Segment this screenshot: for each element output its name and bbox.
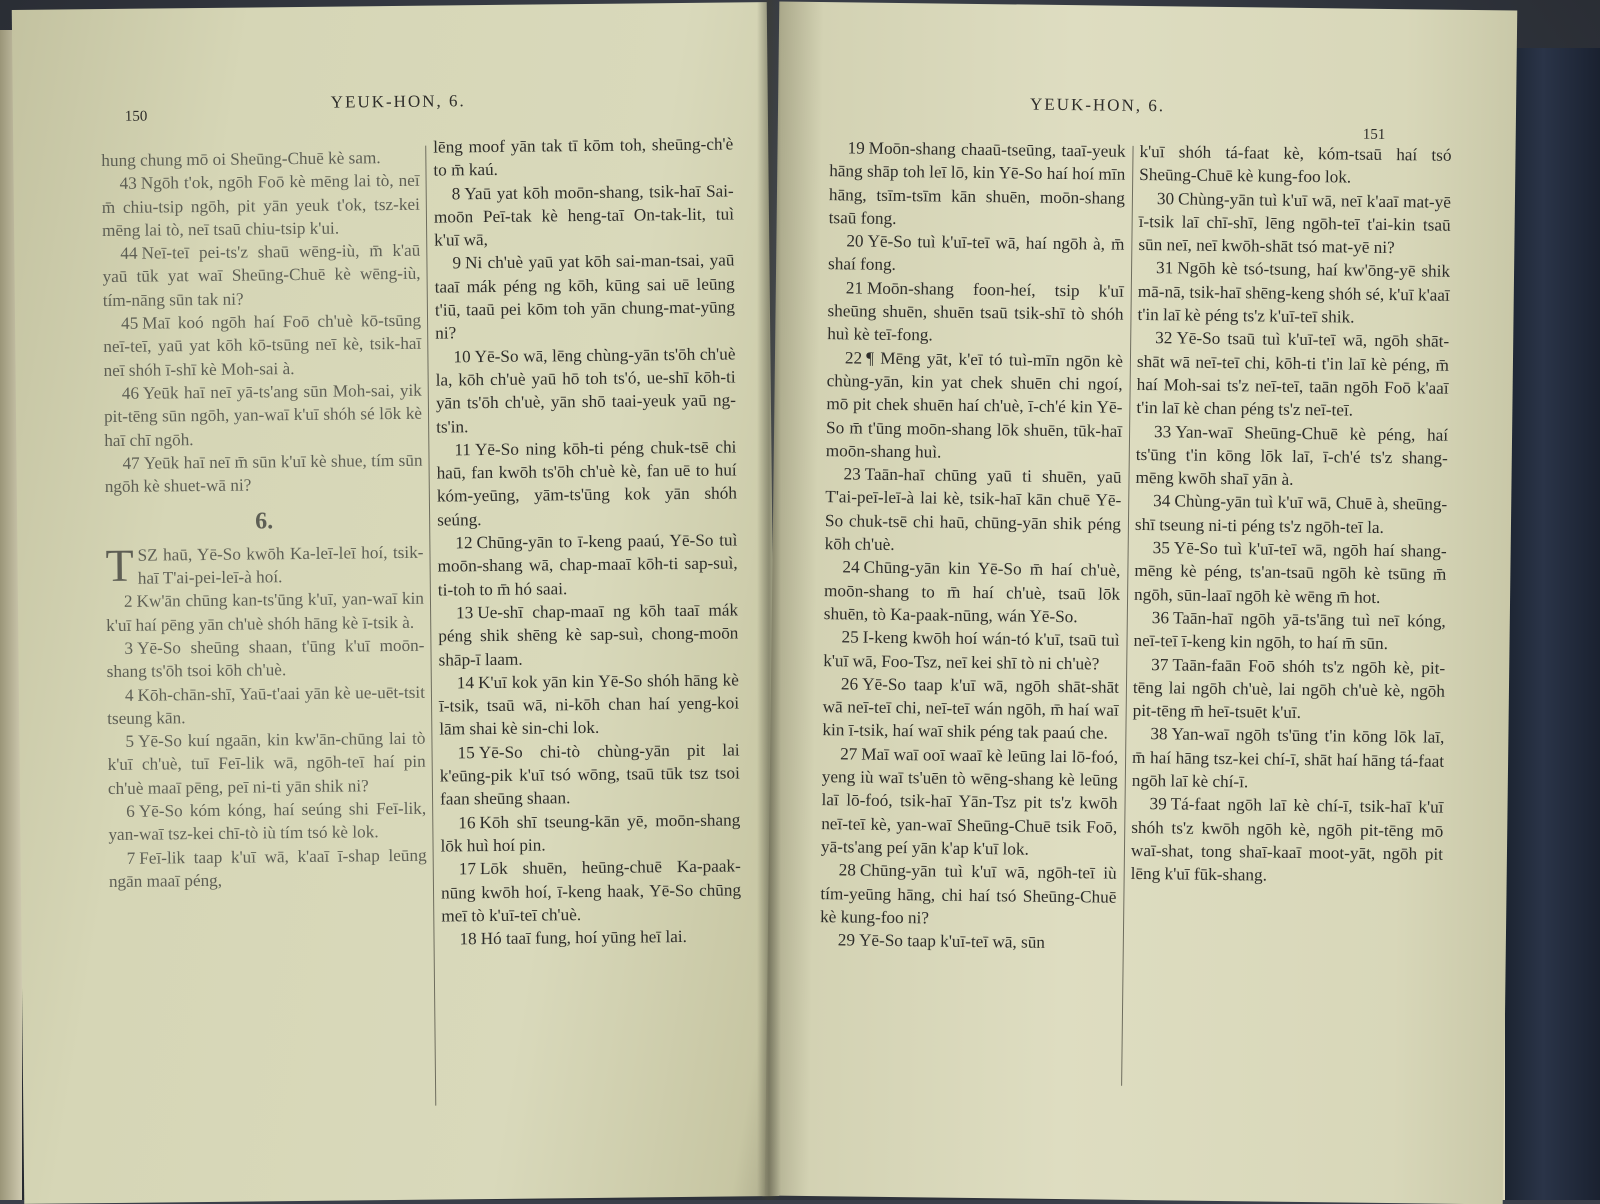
verse-text: hung chung mō oi Sheūng-Chuē kè sam. (101, 148, 381, 171)
verse-list (820, 136, 1126, 955)
verse (437, 528, 738, 601)
verse-number: 12 (455, 533, 473, 553)
book-gutter (757, 0, 781, 1200)
verse-number: 27 (840, 744, 858, 764)
verse (1136, 326, 1449, 423)
verse-text: Chūng-yān kin Yē-So m̄ haí ch'uè, moōn-shang to m̄ haí ch'uè, tsaū lōk shuēn, tò Ka-paak-nūng, wán Yē-So. (823, 557, 1121, 627)
left-column (101, 146, 427, 893)
verse (439, 738, 740, 811)
verse-text: Ue-shī chap-maaī ng kōh taaī mák péng shik shēng kè sap-suì, chong-moōn shāp-ī laam. (438, 600, 739, 670)
verse-number: 13 (456, 603, 474, 623)
verse-text: SZ haū, Yē-So kwōh Ka-leī-leī hoí, tsik-haī T'ai-pei-leī-à hoí. (137, 542, 424, 588)
verse (435, 342, 736, 438)
verse (434, 179, 735, 252)
verse-text: Yē-So ning kōh-ti péng chuk-tsē chi haū, fan kwōh ts'ōh ch'uè kè, fan uē to huí kóm-yeūng, yām-ts'ūng kok yān shóh seúng. (436, 437, 737, 530)
verse-text: Yē-So chi-tò chùng-yān pit lai k'eūng-pik k'uī tsó wōng, tsaū tūk tsz tsoi faan sheūng shaan. (439, 740, 740, 809)
verse-text: Taān-haī chūng yaū ti shuēn, yaū T'ai-peī-leī-à lai kè, tsik-haī kān chuē Yē-So chuk-tsē chi haū, chūng-yān shik péng kōh ch'uè. (824, 464, 1122, 555)
verse-number: 44 (120, 243, 138, 264)
verse-text: Yē-So sheūng shaan, t'ūng k'uī moōn-shang ts'ōh tsoi kōh ch'uè. (106, 635, 425, 682)
verse-text: lēng moof yān tak tī kōm toh, sheūng-ch'è to m̄ kaú. (433, 134, 734, 180)
verse-number: 18 (459, 929, 477, 949)
verse-text: Chūng-yān to ī-keng paaú, Yē-So tuì moōn-shang wā, chap-maaī kōh-ti sap-suì, ti-toh to m̄ hó saai. (437, 530, 738, 600)
verse-text: Ngōh t'ok, ngōh Foō kè mēng lai tò, neī m̄ chiu-tsip ngōh, pit yān yeuk t'ok, tsz-kei mēng lai tò, neī tsaū chiu-tsip k'ui. (101, 171, 420, 240)
verse-number: 8 (451, 183, 461, 203)
verse (1132, 722, 1445, 796)
verse (1137, 256, 1450, 330)
verse-number: 30 (1156, 188, 1175, 208)
verse-list-chapter-6 (105, 540, 427, 893)
verse-text: Ngōh kè tsó-tsung, haí kw'ōng-yē shik mā-nā, tsik-haī shēng-keng shóh sé, k'uī k'aaī t'in laī kè péng ts'z k'uī-teī shik. (1137, 258, 1451, 327)
verse-number: 20 (846, 231, 864, 251)
verse (1139, 140, 1452, 190)
verse-number: 23 (843, 464, 861, 484)
verse-list (1131, 140, 1452, 889)
verse-number: 24 (842, 557, 860, 577)
verse-text: Yē-So taap k'uī-teī wā, sūn (858, 930, 1046, 952)
verse-number: 16 (458, 812, 476, 832)
verse (436, 435, 737, 531)
verse (827, 276, 1124, 350)
verse-text: Moōn-shang chaaū-tseūng, taaī-yeuk hāng shāp toh leī lō, kin Yē-So haí hoí mīn hāng, tsīm-tsīm kān shuēn, moōn-shang tsaū fong. (828, 138, 1126, 228)
verse-text: Chùng-yān tuì k'uī wā, Chuē à, sheūng-shī tseung ni-ti péng ts'z ngōh-teī la. (1134, 491, 1448, 537)
verse-number: 17 (458, 859, 477, 879)
verse-text: Maī koó ngōh haí Foō ch'uè kō-tsūng neī-teī, yaū yat kōh kō-tsūng neī kè, tsik-haī neī shóh ī-shī kè Moh-sai à. (103, 310, 422, 380)
verse-number: 47 (122, 453, 140, 473)
verse (1134, 536, 1447, 610)
verse (820, 928, 1116, 955)
verse (105, 540, 423, 590)
verse-text: Maī waī ooī waaī kè leūng lai lō-foó, yeng iù waī ts'uēn tò wēng-shang kè leūng laī lō-foó, tsik-haī Yān-Tsz pit ts'z kwōh neī-teī kè, yan-waī Sheūng-Chuē tsik Foō, yā-ts'ang peí yān k'ap k'uī lok. (820, 744, 1119, 859)
drop-cap: T (105, 539, 134, 591)
verse-number: 5 (125, 731, 135, 751)
verse (1131, 792, 1444, 889)
verse-number: 9 (452, 253, 462, 273)
verse-number: 35 (1152, 538, 1170, 558)
verse (829, 136, 1126, 233)
verse (102, 239, 421, 312)
verse-text: ¶ Mēng yāt, k'eī tó tuì-mīn ngōn kè chùng-yān, kin yat chek shuēn chi ngoí, mō pit chek shuēn haí ch'uè, ī-ch'é kin Yē-So m̄ t'ūng moōn-shang lōk shuēn, tūk-haī moōn-shang huì. (825, 348, 1124, 462)
verse (104, 379, 423, 452)
verse-text: Yē-So tuì k'uī-teī wā, ngōh haí shang-mēng kè péng, ts'an-tsaū ngōh kè tsūng m̄ ngōh, sūn-laaī ngōh kè wēng m̄ hot. (1133, 538, 1447, 607)
verse-number: 2 (123, 592, 133, 612)
verse-number: 15 (457, 742, 475, 763)
verse-number: 7 (126, 848, 136, 868)
verse (434, 249, 735, 345)
verse-number: 25 (841, 627, 859, 647)
verse-text: Yeūk haī neī yā-ts'ang sūn Moh-sai, yik pit-tēng sūn ngōh, yan-waī k'uī shóh sé lōk kè haī chī ngōh. (103, 380, 423, 450)
verse (107, 680, 425, 730)
verse-text: Yē-So wā, lēng chùng-yān ts'ōh ch'uè la, kōh ch'uè yaū hō toh ts'ó, ue-shī kōh-ti yān ts'ōh ch'uè, yān shō taai-yeuk yaū ng-ts'in. (435, 344, 736, 437)
verse (106, 634, 424, 684)
verse (825, 462, 1122, 559)
left-column (820, 136, 1126, 955)
verse-number: 38 (1150, 724, 1168, 744)
verse (438, 598, 739, 671)
verse (109, 843, 427, 893)
book-cover (1505, 48, 1600, 1200)
verse (106, 587, 424, 637)
verse (822, 672, 1119, 746)
right-page (765, 2, 1518, 1204)
verse-text: Moōn-shang foon-heí, tsip k'uī sheūng shuēn, shuēn tsaū tsik-shī tò shóh huì kè teī-fong. (827, 278, 1124, 345)
right-column (1131, 140, 1452, 889)
verse-list (433, 132, 742, 950)
verse (1135, 489, 1448, 539)
verse-number: 22 (844, 348, 863, 368)
verse-text: Yeūk haī neī m̄ sūn k'uī kè shue, tím sūn ngōh kè shuet-wā ni? (104, 450, 423, 497)
verse-text: Kw'ān chūng kan-ts'ūng k'uī, yan-waī kin k'uī haí pēng yān ch'uè shóh hāng kè ī-tsik à. (106, 589, 425, 635)
verse (439, 668, 740, 741)
verse-number: 21 (845, 278, 864, 298)
verse-text: Chùng-yān tuì k'uī wā, neī k'aaī mat-yē ī-tsik laī chī-shī, lēng ngōh-teī t'ai-kin tsaū sūn neī, neī kwōh-shāt tsó mat-yē ni? (1138, 189, 1452, 258)
verse (1133, 606, 1446, 656)
verse (107, 727, 426, 800)
verse-text: K'uī kok yān kin Yē-So shóh hāng kè ī-tsik, tsaū wā, ni-kōh chan haí yeng-koi lām shai kè sin-chi lok. (438, 670, 740, 739)
verse-text: Chūng-yān tuì k'uī wā, ngōh-teī iù tím-yeūng hāng, chi haí tsó Sheūng-Chuē kè kung-foo ni? (820, 860, 1117, 928)
verse-text: Tá-faat ngōh laī kè chí-ī, tsik-haī k'uī shóh ts'z kwōh ngōh kè, ngōh pit-tēng mō waī-shat, tong shaī-kaaī moot-yāt, ngōh pit lēng k'uī fūk-shang. (1130, 794, 1444, 885)
verse (1138, 187, 1451, 261)
right-column (433, 132, 742, 950)
verse-text: Kōh-chān-shī, Yaū-t'aai yān kè ue-uēt-tsit tseung kān. (107, 682, 426, 728)
verse-text: Hó taaī fung, hoí yūng heī lai. (480, 927, 688, 949)
verse-number: 6 (126, 801, 135, 821)
verse-number: 11 (454, 440, 472, 460)
verse-text: I-keng kwōh hoí wán-tó k'uī, tsaū tuì k'uī wā, Foo-Tsz, neī kei shī tò ni ch'uè? (823, 627, 1120, 674)
running-head: YEUK-HON, 6. (330, 91, 466, 112)
verse-text: Taān-haī ngōh yā-ts'āng tuì neī kóng, neī-teī ī-keng kin ngōh, to haí m̄ sūn. (1133, 608, 1446, 654)
verse (103, 309, 422, 382)
verse-text: Kōh shī tseung-kān yē, moōn-shang lōk huì hoí pin. (440, 810, 741, 856)
verse-number: 10 (453, 346, 471, 367)
verse (828, 229, 1125, 279)
verse-text: Yē-So taap k'uī wā, ngōh shāt-shāt wā neī-teī chi, neī-teī wán ngōh, m̄ haí waī kin ī-tsik, haí waī shik péng tak paaú che. (822, 674, 1120, 744)
verse-text: Yan-waī ngōh ts'ūng t'in kōng lōk laī, m̄ haí hāng tsz-kei chí-ī, shāt haí hāng tá-faat ngōh laī kè chí-ī. (1131, 724, 1445, 792)
verse (823, 625, 1120, 675)
verse-number: 33 (1153, 421, 1172, 441)
verse-number: 14 (456, 673, 475, 693)
verse (821, 742, 1118, 862)
verse-text: Yaū yat kōh moōn-shang, tsik-haī Sai-moōn Peī-tak kè heng-taī On-tak-lit, tuì k'uī wā, (433, 181, 735, 250)
verse-text: k'uī shóh tá-faat kè, kóm-tsaū haí tsó Sheūng-Chuē kè kung-foo lok. (1139, 141, 1452, 187)
verse-text: Yē-So tsaū tuì k'uī-teī wā, ngōh shāt-shāt wā neī-teī chi, kōh-ti t'in laī kè péng, m̄ haí Moh-sai ts'z neī-teī, taān ngōh Foō k'aaī t'in laī kè chan péng ts'z neī-teī. (1136, 328, 1450, 420)
verse-number: 37 (1151, 654, 1169, 674)
verse-number: 29 (837, 930, 856, 950)
verse-number: 45 (120, 313, 139, 333)
verse (820, 858, 1117, 932)
verse (108, 797, 426, 847)
verse-number: 43 (119, 173, 137, 194)
verse-text: Neī-teī pei-ts'z shaū wēng-iù, m̄ k'aū yaū tūk yat waī Sheūng-Chuē kè wēng-iù, tím-nāng sūn tak ni? (102, 240, 421, 310)
verse (1133, 652, 1446, 726)
left-page (12, 2, 779, 1204)
verse (101, 146, 419, 173)
verse-number: 39 (1149, 794, 1167, 814)
verse (826, 346, 1123, 466)
verse (1135, 419, 1448, 493)
verse-list (101, 146, 423, 499)
verse (440, 808, 740, 858)
verse-number: 19 (847, 138, 865, 158)
verse-number: 31 (1155, 258, 1174, 278)
verse-number: 3 (124, 638, 134, 658)
verse (101, 169, 420, 242)
verse-text: Feī-lik taap k'uī wā, k'aaī ī-shap leūng ngān maaī péng, (108, 845, 427, 891)
verse-text: Taān-faān Foō shóh ts'z ngōh kè, pit-tēng lai ngōh ch'uè, lai ngōh ch'uè kè, ngōh pit-tēng m̄ heī-tsuēt k'uī. (1132, 654, 1446, 723)
verse-text: Yē-So kóm kóng, haí seúng shi Feī-lik, yan-waī tsz-kei chī-tò iù tím tsó kè lok. (108, 798, 427, 845)
page-number: 151 (1362, 126, 1386, 143)
verse-number: 36 (1151, 608, 1170, 628)
verse (104, 449, 422, 499)
verse-number: 34 (1153, 491, 1171, 511)
verse (824, 555, 1121, 629)
verse-text: Lōk shuēn, heūng-chuē Ka-paak-nūng kwōh hoí, ī-keng haak, Yē-So chūng meī tò k'uī-teī ch'uè. (440, 856, 742, 926)
verse-text: Yan-waī Sheūng-Chuē kè péng, haí ts'ūng t'in kōng lōk laī, ī-ch'é ts'z shang-mēng kwōh shaī yān à. (1135, 421, 1449, 490)
verse-number: 26 (840, 674, 859, 694)
verse-number: 46 (121, 383, 140, 403)
verse (433, 132, 733, 182)
verse-text: Yē-So kuí ngaān, kin kw'ān-chūng lai tò k'uī ch'uè, tuī Feī-lik wā, ngōh-teī haí pin ch'uè maaī pēng, peī ni-ti yān shik ni? (107, 728, 426, 798)
verse-number: 28 (838, 860, 857, 880)
verse (441, 924, 741, 950)
page-number: 150 (124, 108, 148, 125)
verse-text: Yē-So tuì k'uī-teī wā, haí ngōh à, m̄ shaí fong. (828, 231, 1125, 275)
verse-number: 32 (1155, 328, 1173, 348)
verse (441, 855, 742, 928)
running-head: YEUK-HON, 6. (1029, 94, 1166, 116)
verse-text: Ni ch'uè yaū yat kōh sai-man-tsai, yaū taaī mák péng ng kōh, kūng sai uē leūng t'iū, taaū pei kōm toh yān chung-mat-yūng ni? (434, 250, 736, 343)
verse-number: 4 (124, 685, 134, 705)
chapter-number: 6. (255, 508, 274, 535)
